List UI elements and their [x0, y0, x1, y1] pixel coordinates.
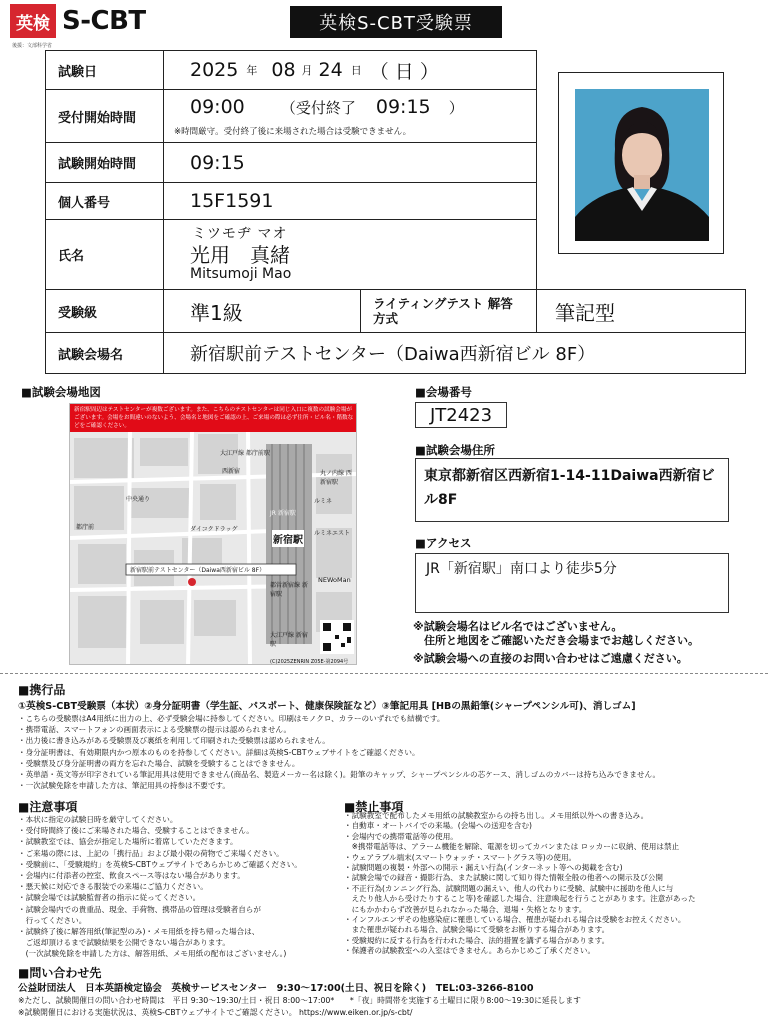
- venue-number: JT2423: [415, 402, 507, 428]
- venue-label: 試験会場名: [45, 332, 164, 374]
- day: 24: [318, 59, 343, 81]
- venue-notes: [413, 620, 699, 666]
- list-item: ・一次試験免除を申請した方は、筆記用具の持参は不要です。: [18, 781, 231, 791]
- name-value: [163, 219, 537, 290]
- logo-text: S-CBT: [62, 6, 146, 36]
- list-item: ・ウェアラブル端末(スマートウォッチ・スマートグラス等)の使用。: [344, 852, 577, 862]
- venue-value: 新宿駅前テストセンター（Daiwa西新宿ビル 8F）: [163, 332, 746, 374]
- list-item: ・出力後に書き込みがある受験票及び裏紙を利用して印刷された受験票は認められません。: [18, 736, 330, 746]
- list-item: ・受験前に、「受験規約」を英検S-CBTウェブサイトであらかじめご確認ください。: [18, 859, 302, 869]
- prohibited-title: ■禁止事項: [344, 800, 404, 814]
- reception-end-time: 09:15: [375, 96, 431, 118]
- reception-value: [163, 89, 537, 143]
- logo-sub: 後援：文部科学省: [12, 43, 53, 49]
- id-label: 個人番号: [45, 182, 164, 220]
- list-item: ・本状に指定の試験日時を厳守してください。: [18, 815, 178, 824]
- venue-note: ※試験会場への直接のお問い合わせはご遠慮ください。: [413, 652, 688, 665]
- list-item: ・試験会場内での貴重品、現金、手荷物、携帯品の管理は受験者自らが: [18, 904, 261, 914]
- list-item: ・会場内での携帯電話等の使用。: [344, 831, 458, 841]
- logo-mark: 英検: [10, 4, 56, 38]
- map-label-nishishinjuku: 西新宿: [222, 468, 241, 475]
- list-item: (一次試験免除を申請した方は、解答用紙、メモ用紙の配布はございません。): [18, 949, 287, 959]
- list-item: ・自動車・オートバイでの来場。(会場への送迎を含む): [344, 821, 533, 831]
- list-item: また罹患が疑われる場合、試験会場にて受験をお断りする場合があります。: [344, 925, 610, 935]
- map-label-shinjuku: 新宿駅: [272, 530, 304, 547]
- venue-number-title: ■会場番号: [415, 385, 472, 399]
- venue-address: 東京都新宿区西新宿1-14-11Daiwa西新宿ビル8F: [415, 458, 729, 522]
- map-copyright: (C)2025ZENRIN Z05E-第2094号: [270, 659, 349, 665]
- name-label: 氏名: [45, 219, 164, 290]
- id-value: 15F1591: [163, 182, 537, 220]
- access-info: JR「新宿駅」南口より徒歩5分: [415, 553, 729, 613]
- year: 2025: [190, 59, 239, 81]
- contact-line: 公益財団法人 日本英語検定協会 英検サービスセンター 9:30～17:00(土日、祝日を除く) TEL:03-3266-8100: [18, 983, 534, 994]
- list-item: ・試験会場では試験監督者の指示に従ってください。: [18, 893, 201, 903]
- reception-label: 受付開始時間: [45, 89, 164, 143]
- list-item: ・保護者の試験教室への入室はできません。あらかじめご了承ください。: [344, 946, 596, 956]
- contact-title: ■問い合わせ先: [18, 966, 102, 980]
- document-title: 英検S-CBT受験票: [290, 6, 502, 38]
- map-label-newoman: NEWoMan: [318, 576, 351, 584]
- month-unit: 月: [301, 64, 313, 77]
- writing-value: 筆記型: [536, 289, 746, 333]
- date-label: 試験日: [45, 50, 164, 90]
- map-label-marunouchi: 丸ノ内線 西新宿駅: [320, 470, 352, 486]
- list-item: ※携帯電話等は、アラーム機能を解除、電源を切ってカバンまたは ロッカーに収納、使用は禁止: [344, 842, 680, 852]
- list-item: ・受験票及び身分証明書の両方を忘れた場合、試験を受験することはできません。: [18, 758, 300, 768]
- map-label-toeimae2: 都庁前: [76, 524, 95, 531]
- weekday: （ 日 ）: [369, 60, 439, 83]
- date-value: [163, 50, 537, 90]
- list-item: ・ご来場の際には、上記の「携行品」および最小限の荷物でご来場ください。: [18, 848, 284, 858]
- map-label-toeimae: 大江戸線 都庁前駅: [220, 450, 270, 457]
- belongings-list: [18, 713, 660, 791]
- belongings-title: ■携行品: [18, 683, 66, 697]
- reception-end-prefix: （受付終了: [280, 99, 356, 117]
- map-label-lumine: ルミネ: [314, 498, 333, 505]
- list-item: ・受付時間終了後にご来場された場合、受験することはできません。: [18, 826, 254, 836]
- map-label-jr: JR 新宿駅: [270, 510, 296, 517]
- list-item: ・身分証明書は、有効期限内かつ原本のものを持参してください。詳細は英検S-CBTウェブサイトをご確認ください。: [18, 747, 420, 757]
- start-time-value: 09:15: [163, 142, 537, 183]
- year-unit: 年: [246, 64, 258, 77]
- name-roman: Mitsumoji Mao: [190, 266, 292, 282]
- month: 08: [271, 59, 296, 81]
- map-label-chuo: 中央通り: [126, 496, 151, 503]
- address-title: ■試験会場住所: [415, 443, 495, 457]
- grade-value: 準1級: [163, 289, 361, 333]
- portrait-illustration: [575, 89, 709, 241]
- list-item: ・悪天候に対応できる服装での来場にご協力ください。: [18, 882, 208, 892]
- belongings-main: ①英検S-CBT受験票（本状）②身分証明書（学生証、パスポート、健康保険証など）③筆記用具 [HBの黒鉛筆(シャープペンシル可)、消しゴム]: [18, 701, 636, 712]
- reception-time: 09:00: [190, 96, 245, 118]
- list-item: ・試験教室で配布したメモ用紙の試験教室からの持ち出し。メモ用紙以外への書き込み。: [344, 811, 649, 820]
- map-label-oedo: 大江戸線 新宿駅: [270, 632, 308, 648]
- list-item: ・英単語・英文等が印字されている筆記用具は使用できません(商品名、製造メーカー名は除く)。鉛筆のキャップ、シャープペンシルの芯ケース、消しゴムのカバーは持ち込みできません。: [18, 770, 661, 780]
- examinee-photo: [575, 89, 709, 241]
- list-item: にもかかわらず改善が見られなかった場合、退場・失格となります。: [344, 904, 587, 914]
- contact-website-note: ※試験開催日における実施状況は、英検S-CBTウェブサイトでご確認ください。 https://www.eiken.or.jp/s-cbt/: [18, 1008, 413, 1017]
- name-kanji: 光用 真緒: [190, 243, 290, 267]
- map-label-drug: ダイコクドラッグ: [190, 526, 238, 533]
- list-item: ・会場内に付添者の控室、飲食スペース等はない場合があります。: [18, 871, 245, 881]
- venue-map[interactable]: [69, 403, 357, 665]
- map-venue-callout: 新宿駅前テストセンター（Daiwa西新宿ビル 8F）: [130, 567, 266, 574]
- list-item: ・こちらの受験票はA4用紙に出力の上、必ず受験会場に持参してください。印刷はモノクロ、カラーのいずれでも結構です。: [18, 714, 445, 723]
- list-item: ・インフルエンザその他感染症に罹患している場合、罹患が疑われる場合は受験をお控えください。: [344, 915, 686, 925]
- list-item: ・試験会場での録音・撮影行為、また試験に関して知り得た情報全般の他者への開示及び公開: [344, 873, 663, 883]
- cautions-list: [18, 814, 336, 960]
- writing-label: ライティングテスト 解答方式: [360, 289, 537, 333]
- list-item: ・試験終了後に解答用紙(筆記型のみ)・メモ用紙を持ち帰った場合は、: [18, 927, 260, 937]
- list-item: ・試験教室では、協会が指定した場所に着席していただきます。: [18, 837, 238, 847]
- list-item: ・携帯電話、スマートフォンの画面表示による受験票の提示は認められません。: [18, 725, 292, 735]
- cautions-title: ■注意事項: [18, 800, 78, 814]
- list-item: ・受験規約に反する行為を行われた場合、法的措置を講ずる場合があります。: [344, 935, 610, 945]
- photo-frame: [558, 72, 724, 254]
- map-label-toeishinjuku: 都営新宿線 新宿駅: [270, 582, 308, 598]
- map-notice-banner: 新宿駅周辺はテストセンターが複数ございます。また、こちらのテストセンターは同じ入口に複数の試験会場がございます。会場をお間違いのないよう、会場名と地図をご確認の上、ご来場の際は必ず住所・ビル名・階数などをご確認ください。: [70, 404, 357, 432]
- list-item: 行ってください。: [18, 915, 87, 925]
- list-item: ・不正行為(カンニング行為、試験問題の漏えい、他人の代わりに受験、試験中に援助を他人に与: [344, 883, 674, 893]
- list-item: ご返却頂けるまで試験結果を公開できない場合があります。: [18, 938, 231, 948]
- section-divider: [0, 673, 768, 674]
- venue-note: 住所と地図をご確認いただき会場までお越しください。: [413, 634, 699, 647]
- venue-note: ※試験会場名はビル名ではございません。: [413, 620, 623, 633]
- start-time-label: 試験開始時間: [45, 142, 164, 183]
- name-kana: ミツモヂ マオ: [192, 226, 288, 242]
- reception-end-suffix: ）: [448, 99, 464, 117]
- day-unit: 日: [350, 64, 362, 77]
- access-title: ■アクセス: [415, 536, 472, 550]
- map-label-lumine-est: ルミネエスト: [314, 530, 351, 537]
- list-item: えたり他人から受けたりすること等)を確認した場合、注意喚起を行うことがあります。注意があった: [344, 894, 696, 904]
- list-item: ・試験問題の複製・外部への開示・漏えい行為(インターネット等への掲載を含む): [344, 863, 623, 873]
- prohibited-list: [344, 811, 754, 957]
- grade-label: 受験級: [45, 289, 164, 333]
- contact-hours: ※ただし、試験開催日の問い合わせ時間は 平日 9:30～19:30/土日・祝日 8:00～17:00* *「夜」時間帯を実施する土曜日に限り8:00～19:30に延長します: [18, 996, 581, 1005]
- reception-note: ※時間厳守。受付終了後に来場された場合は受験できません。: [174, 127, 412, 137]
- map-title: ■試験会場地図: [21, 385, 101, 399]
